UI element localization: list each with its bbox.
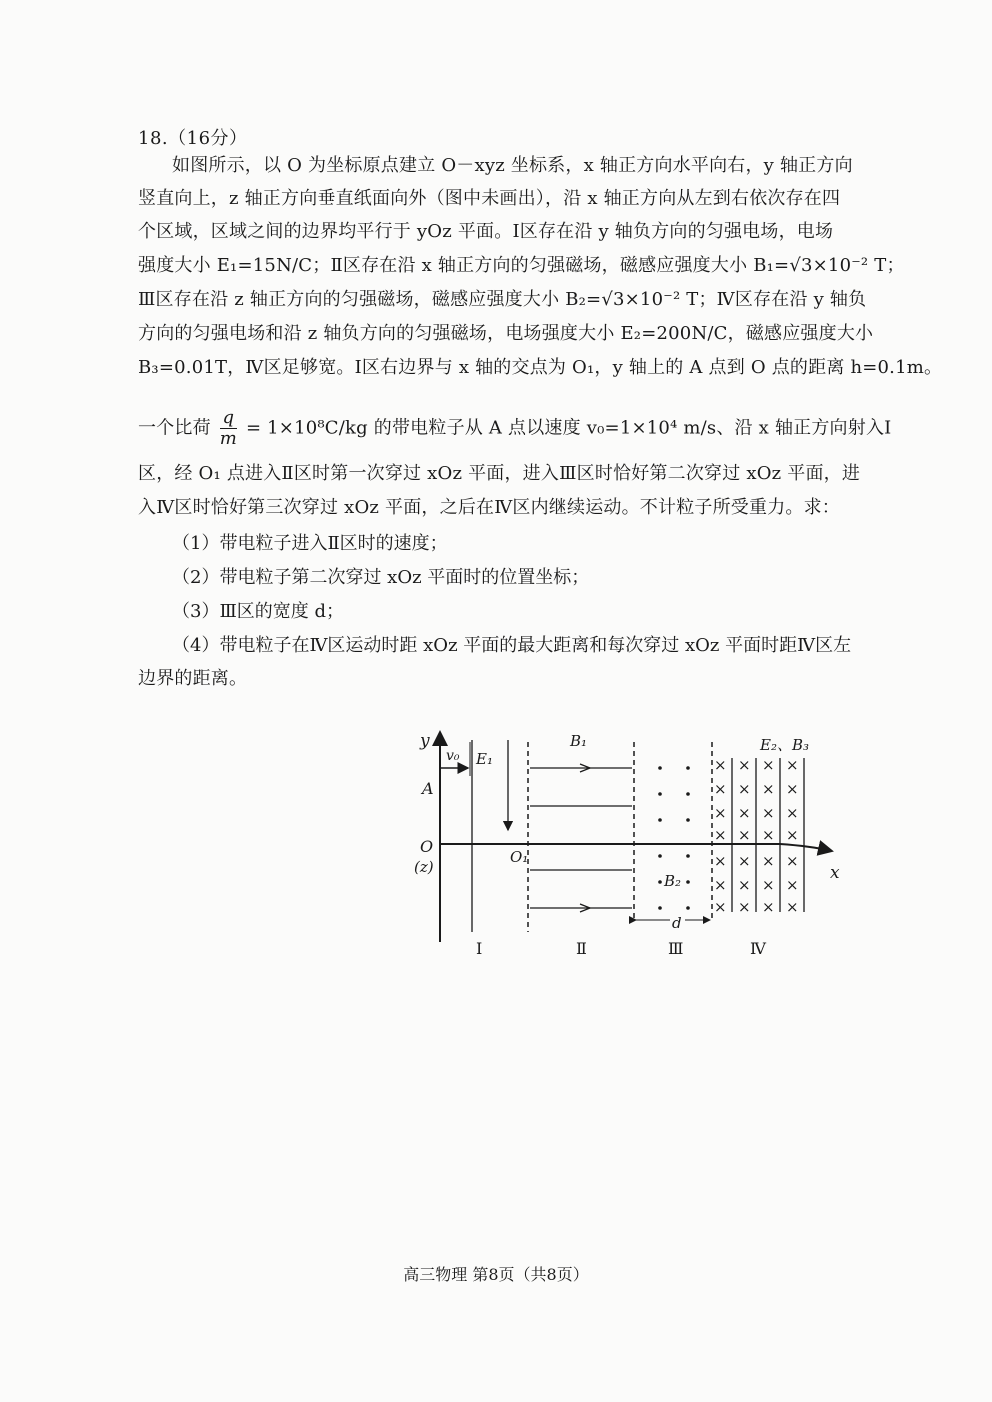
svg-text:×: × xyxy=(738,852,751,870)
svg-text:×: × xyxy=(738,756,751,774)
e2b3-label: E₂、B₃ xyxy=(760,736,809,754)
svg-text:×: × xyxy=(786,898,799,916)
question-line-1: 如图所示，以 O 为坐标原点建立 O－xyz 坐标系，x 轴正方向水平向右，y 轴正方向 xyxy=(172,155,853,176)
question-line-9: 区，经 O₁ 点进入Ⅱ区时第一次穿过 xOz 平面，进入Ⅲ区时恰好第二次穿过 xOz 平面，进 xyxy=(138,463,861,484)
y-axis-label: y xyxy=(420,731,430,751)
subquestion-3: （3）Ⅲ区的宽度 d； xyxy=(172,601,345,622)
charge-ratio-rest: = 1×10⁸C/kg 的带电粒子从 A 点以速度 v₀=1×10⁴ m/s、沿 x 轴正方向射入Ⅰ xyxy=(245,417,892,439)
svg-text:×: × xyxy=(714,780,727,798)
svg-text:×: × xyxy=(762,780,775,798)
subquestion-2: （2）带电粒子第二次穿过 xOz 平面时的位置坐标； xyxy=(172,567,590,588)
svg-text:×: × xyxy=(786,852,799,870)
svg-text:×: × xyxy=(714,826,727,844)
question-line-6: 方向的匀强电场和沿 z 轴负方向的匀强磁场，电场强度大小 E₂=200N/C，磁感应强度大小 xyxy=(138,323,874,344)
svg-text:×: × xyxy=(738,898,751,916)
question-number: 18.（16分） xyxy=(138,128,248,149)
svg-text:×: × xyxy=(714,804,727,822)
region-4-label: Ⅳ xyxy=(750,939,766,958)
svg-text:×: × xyxy=(714,898,727,916)
fraction-denominator: m xyxy=(219,428,238,449)
region-3-label: Ⅲ xyxy=(668,939,684,958)
svg-text:×: × xyxy=(714,876,727,894)
svg-text:×: × xyxy=(714,852,727,870)
o1-label: O₁ xyxy=(510,848,529,866)
svg-text:×: × xyxy=(786,756,799,774)
b2-label: B₂ xyxy=(664,872,682,890)
d-label: d xyxy=(672,914,682,932)
x-axis xyxy=(440,844,832,851)
charge-ratio-fraction xyxy=(220,408,237,449)
subquestion-4: （4）带电粒子在Ⅳ区运动时距 xOz 平面的最大距离和每次穿过 xOz 平面时距Ⅳ区左 xyxy=(172,635,852,656)
svg-text:×: × xyxy=(738,826,751,844)
svg-text:×: × xyxy=(786,826,799,844)
svg-text:×: × xyxy=(786,876,799,894)
question-line-2: 竖直向上，z 轴正方向垂直纸面向外（图中未画出），沿 x 轴正方向从左到右依次存在四 xyxy=(138,188,841,209)
region-2-label: Ⅱ xyxy=(576,939,587,958)
e1-label: E₁ xyxy=(476,750,493,768)
svg-text:×: × xyxy=(714,756,727,774)
subquestion-1: （1）带电粒子进入Ⅱ区时的速度； xyxy=(172,533,448,554)
svg-text:×: × xyxy=(786,780,799,798)
svg-text:×: × xyxy=(786,804,799,822)
page-footer: 高三物理 第8页（共8页） xyxy=(403,1265,589,1284)
svg-text:×: × xyxy=(762,756,775,774)
question-line-5: Ⅲ区存在沿 z 轴正方向的匀强磁场，磁感应强度大小 B₂=√3×10⁻² T；Ⅳ区存在沿 y 轴负 xyxy=(138,289,867,310)
question-line-3: 个区域，区域之间的边界均平行于 yOz 平面。Ⅰ区存在沿 y 轴负方向的匀强电场，电场 xyxy=(138,221,834,242)
question-line-4: 强度大小 E₁=15N/C；Ⅱ区存在沿 x 轴正方向的匀强磁场，磁感应强度大小 B₁=√3×10⁻² T； xyxy=(138,255,905,276)
charge-ratio-prefix: 一个比荷 xyxy=(138,417,211,439)
field-region-diagram xyxy=(400,720,860,970)
b1-label: B₁ xyxy=(570,732,588,750)
svg-text:×: × xyxy=(762,898,775,916)
svg-text:×: × xyxy=(738,804,751,822)
svg-text:×: × xyxy=(762,804,775,822)
svg-text:×: × xyxy=(762,826,775,844)
x-axis-label: x xyxy=(830,863,840,883)
point-a-label: A xyxy=(422,779,434,798)
v0-label: v₀ xyxy=(446,748,460,764)
svg-text:×: × xyxy=(762,852,775,870)
question-line-7: B₃=0.01T，Ⅳ区足够宽。Ⅰ区右边界与 x 轴的交点为 O₁，y 轴上的 A 点到 O 点的距离 h=0.1m。 xyxy=(138,357,943,378)
region-1-label: Ⅰ xyxy=(476,939,483,958)
fraction-numerator: q xyxy=(220,408,237,429)
origin-label: O xyxy=(420,837,434,856)
z-axis-label: (z) xyxy=(414,858,434,876)
question-line-10: 入Ⅳ区时恰好第三次穿过 xOz 平面，之后在Ⅳ区内继续运动。不计粒子所受重力。求： xyxy=(138,497,840,518)
question-line-8 xyxy=(138,407,892,449)
svg-text:×: × xyxy=(762,876,775,894)
svg-text:×: × xyxy=(738,780,751,798)
question-last-line: 边界的距离。 xyxy=(138,668,248,689)
svg-text:×: × xyxy=(738,876,751,894)
